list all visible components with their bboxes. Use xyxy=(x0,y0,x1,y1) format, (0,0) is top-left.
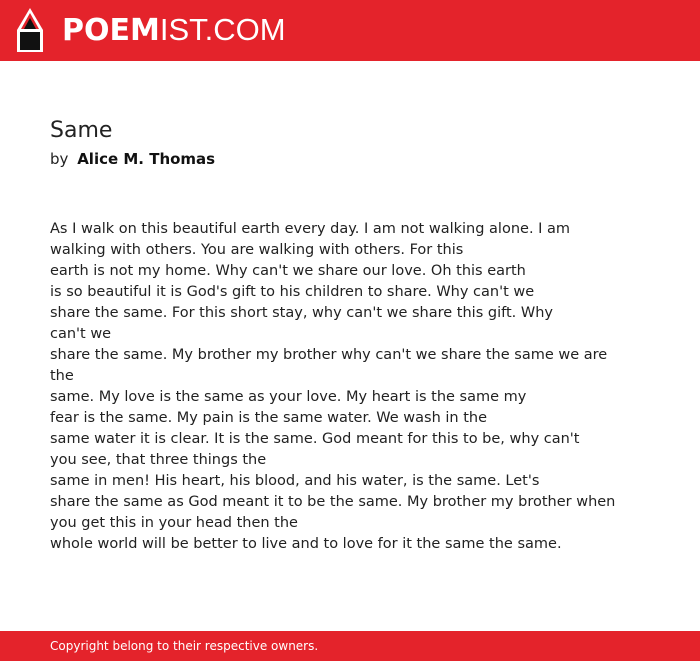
poem-body xyxy=(50,219,616,555)
poem-line: you see, that three things the xyxy=(50,452,267,468)
poem-line: whole world will be better to live and to love for it the same the same. xyxy=(50,536,562,552)
poem-line: share the same. For this short stay, why can't we share this gift. Why xyxy=(50,305,553,321)
poem-line: same in men! His heart, his blood, and his water, is the same. Let's xyxy=(50,473,540,489)
poem-line: the xyxy=(50,368,74,384)
by-label: by xyxy=(50,150,69,168)
logo-light-text: IST.COM xyxy=(159,12,286,47)
poem-line: you get this in your head then the xyxy=(50,515,298,531)
poem-line: is so beautiful it is God's gift to his children to share. Why can't we xyxy=(50,284,535,300)
poem-line: fear is the same. My pain is the same water. We wash in the xyxy=(50,410,488,426)
logo-bold-text: POEM xyxy=(62,13,160,48)
poem-title: Same xyxy=(50,118,113,143)
poem-line: same. My love is the same as your love. My heart is the same my xyxy=(50,389,527,405)
author-name: Alice M. Thomas xyxy=(77,150,216,168)
byline xyxy=(50,149,215,169)
poem-line: walking with others. You are walking with others. For this xyxy=(50,242,464,258)
site-header xyxy=(0,0,700,61)
site-footer xyxy=(0,631,700,661)
poem-line: earth is not my home. Why can't we share our love. Oh this earth xyxy=(50,263,526,279)
poem-line: same water it is clear. It is the same. God meant for this to be, why can't xyxy=(50,431,580,447)
copyright-text: Copyright belong to their respective owners. xyxy=(50,639,319,653)
pencil-icon xyxy=(17,8,43,52)
poem-line: As I walk on this beautiful earth every day. I am not walking alone. I am xyxy=(50,221,571,237)
poem-line: can't we xyxy=(50,326,112,342)
poem-line: share the same as God meant it to be the same. My brother my brother when xyxy=(50,494,616,510)
poem-line: share the same. My brother my brother why can't we share the same we are xyxy=(50,347,608,363)
site-logo[interactable] xyxy=(62,12,286,48)
